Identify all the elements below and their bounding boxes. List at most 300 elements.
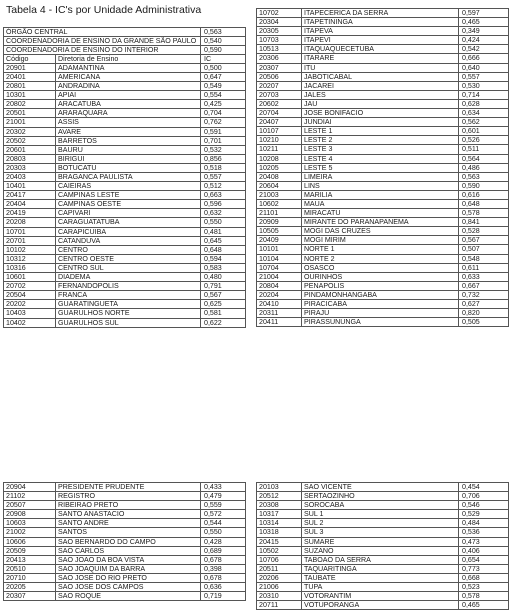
ic-cell: 0,567 xyxy=(201,291,246,300)
table-row xyxy=(4,309,246,318)
name-cell: DIADEMA xyxy=(56,273,201,282)
ic-cell: 0,634 xyxy=(459,109,509,118)
table-row xyxy=(4,573,246,582)
ic-cell: 0,507 xyxy=(459,245,509,254)
code-cell: 10101 xyxy=(257,245,302,254)
table-row xyxy=(4,245,246,254)
ic-cell: 0,554 xyxy=(201,91,246,100)
table-row xyxy=(4,163,246,172)
code-cell: 10403 xyxy=(4,309,56,318)
table-row xyxy=(4,209,246,218)
table-row xyxy=(257,209,509,218)
ic-cell: 0,666 xyxy=(459,54,509,63)
table-row xyxy=(257,263,509,272)
name-cell: CATANDUVA xyxy=(56,236,201,245)
code-cell: 10208 xyxy=(257,154,302,163)
code-cell: 20710 xyxy=(4,573,56,582)
name-cell: TAQUARITINGA xyxy=(302,564,459,573)
name-cell: ITU xyxy=(302,63,459,72)
code-cell: 20310 xyxy=(257,592,302,601)
ic-cell: 0,529 xyxy=(459,510,509,519)
header-code: Código xyxy=(4,54,56,63)
ic-cell: 0,563 xyxy=(201,27,246,36)
name-cell: MIRACATU xyxy=(302,209,459,218)
ic-cell: 0,628 xyxy=(459,99,509,108)
summary-label: COORDENADORIA DE ENSINO DO INTERIOR xyxy=(4,45,201,54)
code-cell: 20512 xyxy=(257,492,302,501)
ic-cell: 0,518 xyxy=(201,163,246,172)
name-cell: BAURU xyxy=(56,145,201,154)
table-row xyxy=(4,136,246,145)
ic-cell: 0,542 xyxy=(459,45,509,54)
code-cell: 10502 xyxy=(257,546,302,555)
table-row xyxy=(257,90,509,99)
code-cell: 20401 xyxy=(4,72,56,81)
ic-cell: 0,706 xyxy=(459,492,509,501)
name-cell: LESTE 1 xyxy=(302,127,459,136)
table-row xyxy=(4,510,246,519)
name-cell: JABOTICABAL xyxy=(302,72,459,81)
table-row xyxy=(257,72,509,81)
code-cell: 10104 xyxy=(257,254,302,263)
ic-cell: 0,648 xyxy=(459,199,509,208)
ic-cell: 0,590 xyxy=(459,181,509,190)
table-row xyxy=(257,199,509,208)
code-cell: 20704 xyxy=(257,109,302,118)
code-cell: 20311 xyxy=(257,309,302,318)
name-cell: JUNDIAI xyxy=(302,118,459,127)
table-row xyxy=(257,528,509,537)
ic-cell: 0,636 xyxy=(201,583,246,592)
name-cell: MIRANTE DO PARANAPANEMA xyxy=(302,218,459,227)
code-cell: 20509 xyxy=(4,546,56,555)
table-row xyxy=(257,36,509,45)
name-cell: MAUA xyxy=(302,199,459,208)
table-row xyxy=(4,273,246,282)
table-row xyxy=(257,254,509,263)
table-row xyxy=(4,109,246,118)
table-row xyxy=(4,492,246,501)
name-cell: JAU xyxy=(302,99,459,108)
table-row xyxy=(257,236,509,245)
code-cell: 20506 xyxy=(257,72,302,81)
table-row xyxy=(257,218,509,227)
ic-cell: 0,563 xyxy=(459,172,509,181)
ic-cell: 0,523 xyxy=(459,583,509,592)
name-cell: BRAGANCA PAULISTA xyxy=(56,173,201,182)
table-row xyxy=(257,501,509,510)
name-cell: CAMPINAS OESTE xyxy=(56,200,201,209)
summary-row xyxy=(4,36,246,45)
name-cell: OSASCO xyxy=(302,263,459,272)
code-cell: 20403 xyxy=(4,173,56,182)
ic-cell: 0,654 xyxy=(459,555,509,564)
ic-cell: 0,678 xyxy=(201,573,246,582)
code-cell: 10314 xyxy=(257,519,302,528)
table-row xyxy=(257,227,509,236)
table-row xyxy=(257,99,509,108)
table-row xyxy=(4,583,246,592)
name-cell: LESTE 4 xyxy=(302,154,459,163)
ic-cell: 0,567 xyxy=(459,236,509,245)
name-cell: SOROCABA xyxy=(302,501,459,510)
table-row xyxy=(257,163,509,172)
table-row xyxy=(4,191,246,200)
ic-cell: 0,791 xyxy=(201,282,246,291)
name-cell: ADAMANTINA xyxy=(56,63,201,72)
ic-cell: 0,663 xyxy=(201,191,246,200)
code-cell: 20601 xyxy=(4,145,56,154)
code-cell: 20207 xyxy=(257,81,302,90)
table-row xyxy=(257,537,509,546)
table-row xyxy=(4,291,246,300)
code-cell: 20604 xyxy=(257,181,302,190)
code-cell: 20804 xyxy=(257,281,302,290)
ic-cell: 0,349 xyxy=(459,27,509,36)
table-row xyxy=(4,82,246,91)
ic-cell: 0,648 xyxy=(201,245,246,254)
code-cell: 20904 xyxy=(4,483,56,492)
table-top-left xyxy=(3,27,246,328)
code-cell: 20510 xyxy=(4,564,56,573)
code-cell: 10606 xyxy=(4,537,56,546)
code-cell: 20502 xyxy=(4,136,56,145)
ic-cell: 0,473 xyxy=(459,537,509,546)
summary-row xyxy=(4,45,246,54)
code-cell: 20909 xyxy=(257,218,302,227)
ic-cell: 0,528 xyxy=(459,227,509,236)
code-cell: 20305 xyxy=(257,27,302,36)
ic-cell: 0,536 xyxy=(459,528,509,537)
ic-cell: 0,428 xyxy=(201,537,246,546)
name-cell: SUL 2 xyxy=(302,519,459,528)
name-cell: NORTE 1 xyxy=(302,245,459,254)
code-cell: 20711 xyxy=(257,601,302,610)
ic-cell: 0,627 xyxy=(459,300,509,309)
ic-cell: 0,425 xyxy=(201,100,246,109)
code-cell: 20511 xyxy=(257,564,302,573)
code-cell: 20507 xyxy=(4,501,56,510)
name-cell: LINS xyxy=(302,181,459,190)
table-row xyxy=(4,182,246,191)
table-row xyxy=(4,254,246,263)
code-cell: 20701 xyxy=(4,236,56,245)
table-row xyxy=(4,555,246,564)
ic-cell: 0,433 xyxy=(201,483,246,492)
name-cell: BARRETOS xyxy=(56,136,201,145)
ic-cell: 0,841 xyxy=(459,218,509,227)
ic-cell: 0,590 xyxy=(201,45,246,54)
ic-cell: 0,465 xyxy=(459,601,509,610)
table-row xyxy=(257,564,509,573)
table-row xyxy=(257,154,509,163)
table-row xyxy=(257,9,509,18)
name-cell: CENTRO OESTE xyxy=(56,254,201,263)
ic-cell: 0,704 xyxy=(201,109,246,118)
table-row xyxy=(257,573,509,582)
table-bottom-left xyxy=(3,482,246,601)
table-row xyxy=(4,519,246,528)
ic-cell: 0,622 xyxy=(201,318,246,327)
code-cell: 20304 xyxy=(257,18,302,27)
code-cell: 20803 xyxy=(4,154,56,163)
code-cell: 10505 xyxy=(257,227,302,236)
table-row xyxy=(257,81,509,90)
name-cell: ITAPECERICA DA SERRA xyxy=(302,9,459,18)
ic-cell: 0,484 xyxy=(459,519,509,528)
ic-cell: 0,486 xyxy=(459,163,509,172)
table-row xyxy=(4,564,246,573)
name-cell: PENAPOLIS xyxy=(302,281,459,290)
name-cell: CAIEIRAS xyxy=(56,182,201,191)
ic-cell: 0,678 xyxy=(201,555,246,564)
ic-cell: 0,550 xyxy=(201,528,246,537)
ic-cell: 0,591 xyxy=(201,127,246,136)
ic-cell: 0,714 xyxy=(459,90,509,99)
code-cell: 10706 xyxy=(257,555,302,564)
ic-cell: 0,856 xyxy=(201,154,246,163)
ic-cell: 0,689 xyxy=(201,546,246,555)
name-cell: APIAI xyxy=(56,91,201,100)
code-cell: 20602 xyxy=(257,99,302,108)
name-cell: AMERICANA xyxy=(56,72,201,81)
table-row xyxy=(4,145,246,154)
ic-cell: 0,480 xyxy=(201,273,246,282)
name-cell: SAO JOSE DOS CAMPOS xyxy=(56,583,201,592)
summary-label: ÓRGÃO CENTRAL xyxy=(4,27,201,36)
table-row xyxy=(257,492,509,501)
name-cell: SANTO ANDRE xyxy=(56,519,201,528)
code-cell: 10603 xyxy=(4,519,56,528)
table-row xyxy=(257,290,509,299)
table-title: Tabela 4 - IC's por Unidade Administrativa xyxy=(6,4,202,16)
ic-cell: 0,616 xyxy=(459,190,509,199)
code-cell: 20306 xyxy=(257,54,302,63)
name-cell: GUARULHOS NORTE xyxy=(56,309,201,318)
summary-row xyxy=(4,27,246,36)
name-cell: CAPIVARI xyxy=(56,209,201,218)
code-cell: 20202 xyxy=(4,300,56,309)
table-row xyxy=(257,145,509,154)
table-row xyxy=(4,528,246,537)
code-cell: 10703 xyxy=(257,36,302,45)
table-row xyxy=(257,27,509,36)
table-row xyxy=(257,592,509,601)
name-cell: VOTORANTIM xyxy=(302,592,459,601)
table-row xyxy=(4,546,246,555)
header-ic: IC xyxy=(201,54,246,63)
code-cell: 20908 xyxy=(4,510,56,519)
name-cell: GUARULHOS SUL xyxy=(56,318,201,327)
name-cell: LIMEIRA xyxy=(302,172,459,181)
table-row xyxy=(257,136,509,145)
table-row xyxy=(257,555,509,564)
code-cell: 20409 xyxy=(257,236,302,245)
code-cell: 20702 xyxy=(4,282,56,291)
table-row xyxy=(257,483,509,492)
table-row xyxy=(257,181,509,190)
ic-cell: 0,572 xyxy=(201,510,246,519)
table-row xyxy=(4,236,246,245)
ic-cell: 0,544 xyxy=(201,519,246,528)
table-row xyxy=(4,127,246,136)
code-cell: 20204 xyxy=(257,290,302,299)
name-cell: SUL 1 xyxy=(302,510,459,519)
ic-cell: 0,500 xyxy=(201,63,246,72)
code-cell: 21002 xyxy=(4,528,56,537)
table-row xyxy=(257,309,509,318)
name-cell: VOTUPORANGA xyxy=(302,601,459,610)
ic-cell: 0,532 xyxy=(201,145,246,154)
name-cell: PIRAJU xyxy=(302,309,459,318)
table-row xyxy=(4,100,246,109)
table-top-right xyxy=(256,8,509,327)
name-cell: SANTOS xyxy=(56,528,201,537)
name-cell: REGISTRO xyxy=(56,492,201,501)
name-cell: SAO JOSE DO RIO PRETO xyxy=(56,573,201,582)
ic-cell: 0,578 xyxy=(459,209,509,218)
ic-cell: 0,465 xyxy=(459,18,509,27)
name-cell: GUARATINGUETA xyxy=(56,300,201,309)
table-row xyxy=(257,190,509,199)
code-cell: 10318 xyxy=(257,528,302,537)
ic-cell: 0,557 xyxy=(201,173,246,182)
name-cell: SAO VICENTE xyxy=(302,483,459,492)
table-row xyxy=(257,300,509,309)
name-cell: TABOAO DA SERRA xyxy=(302,555,459,564)
ic-cell: 0,668 xyxy=(459,573,509,582)
ic-cell: 0,640 xyxy=(459,63,509,72)
name-cell: OURINHOS xyxy=(302,272,459,281)
name-cell: SAO CARLOS xyxy=(56,546,201,555)
table-row xyxy=(257,583,509,592)
name-cell: PIRASSUNUNGA xyxy=(302,318,459,327)
name-cell: MARILIA xyxy=(302,190,459,199)
ic-cell: 0,548 xyxy=(459,254,509,263)
name-cell: SAO JOAO DA BOA VISTA xyxy=(56,555,201,564)
ic-cell: 0,562 xyxy=(459,118,509,127)
code-cell: 20103 xyxy=(257,483,302,492)
table-row xyxy=(4,173,246,182)
table-row xyxy=(4,263,246,272)
code-cell: 10107 xyxy=(257,127,302,136)
code-cell: 10704 xyxy=(257,263,302,272)
code-cell: 21001 xyxy=(4,118,56,127)
name-cell: CENTRO SUL xyxy=(56,263,201,272)
table-row xyxy=(257,601,509,610)
name-cell: PRESIDENTE PRUDENTE xyxy=(56,483,201,492)
table-row xyxy=(257,245,509,254)
code-cell: 20901 xyxy=(4,63,56,72)
table-row xyxy=(257,519,509,528)
ic-cell: 0,578 xyxy=(459,592,509,601)
table-row xyxy=(4,318,246,327)
ic-cell: 0,719 xyxy=(201,592,246,601)
ic-cell: 0,762 xyxy=(201,118,246,127)
summary-label: COORDENADORIA DE ENSINO DA GRANDE SÃO PAULO xyxy=(4,36,201,45)
ic-cell: 0,549 xyxy=(201,82,246,91)
code-cell: 10701 xyxy=(4,227,56,236)
table-bottom-right xyxy=(256,482,509,610)
ic-cell: 0,564 xyxy=(459,154,509,163)
table-row xyxy=(257,510,509,519)
code-cell: 10312 xyxy=(4,254,56,263)
table-row xyxy=(257,318,509,327)
name-cell: FERNANDOPOLIS xyxy=(56,282,201,291)
name-cell: SUL 3 xyxy=(302,528,459,537)
name-cell: RIBEIRAO PRETO xyxy=(56,501,201,510)
name-cell: BOTUCATU xyxy=(56,163,201,172)
name-cell: ITAPEVI xyxy=(302,36,459,45)
code-cell: 20501 xyxy=(4,109,56,118)
name-cell: JOSE BONIFACIO xyxy=(302,109,459,118)
ic-cell: 0,611 xyxy=(459,263,509,272)
name-cell: TAUBATE xyxy=(302,573,459,582)
table-row xyxy=(4,227,246,236)
code-cell: 21006 xyxy=(257,583,302,592)
name-cell: ITAPETININGA xyxy=(302,18,459,27)
ic-cell: 0,406 xyxy=(459,546,509,555)
name-cell: ARARAQUARA xyxy=(56,109,201,118)
code-cell: 20408 xyxy=(257,172,302,181)
table-row xyxy=(257,172,509,181)
name-cell: SAO JOAQUIM DA BARRA xyxy=(56,564,201,573)
code-cell: 10601 xyxy=(4,273,56,282)
code-cell: 20410 xyxy=(257,300,302,309)
code-cell: 20417 xyxy=(4,191,56,200)
name-cell: PIRACICABA xyxy=(302,300,459,309)
code-cell: 20303 xyxy=(4,163,56,172)
table-row xyxy=(4,282,246,291)
name-cell: CAMPINAS LESTE xyxy=(56,191,201,200)
name-cell: ARACATUBA xyxy=(56,100,201,109)
code-cell: 20307 xyxy=(257,63,302,72)
table-row xyxy=(257,18,509,27)
code-cell: 10513 xyxy=(257,45,302,54)
name-cell: SUZANO xyxy=(302,546,459,555)
table-row xyxy=(4,118,246,127)
ic-cell: 0,581 xyxy=(201,309,246,318)
ic-cell: 0,583 xyxy=(201,263,246,272)
name-cell: MOGI MIRIM xyxy=(302,236,459,245)
ic-cell: 0,597 xyxy=(459,9,509,18)
ic-cell: 0,511 xyxy=(459,145,509,154)
ic-cell: 0,454 xyxy=(459,483,509,492)
code-cell: 10402 xyxy=(4,318,56,327)
table-row xyxy=(4,63,246,72)
name-cell: ITARARE xyxy=(302,54,459,63)
table-row xyxy=(257,546,509,555)
name-cell: SUMARE xyxy=(302,537,459,546)
ic-cell: 0,633 xyxy=(459,272,509,281)
name-cell: LESTE 5 xyxy=(302,163,459,172)
table-row xyxy=(257,118,509,127)
name-cell: JALES xyxy=(302,90,459,99)
ic-cell: 0,596 xyxy=(201,200,246,209)
name-cell: CARAGUATATUBA xyxy=(56,218,201,227)
ic-cell: 0,773 xyxy=(459,564,509,573)
ic-cell: 0,550 xyxy=(201,218,246,227)
ic-cell: 0,530 xyxy=(459,81,509,90)
name-cell: ANDRADINA xyxy=(56,82,201,91)
name-cell: PINDAMONHANGABA xyxy=(302,290,459,299)
code-cell: 10316 xyxy=(4,263,56,272)
code-cell: 10301 xyxy=(4,91,56,100)
name-cell: FRANCA xyxy=(56,291,201,300)
table-row xyxy=(257,281,509,290)
table-row xyxy=(257,272,509,281)
code-cell: 10317 xyxy=(257,510,302,519)
